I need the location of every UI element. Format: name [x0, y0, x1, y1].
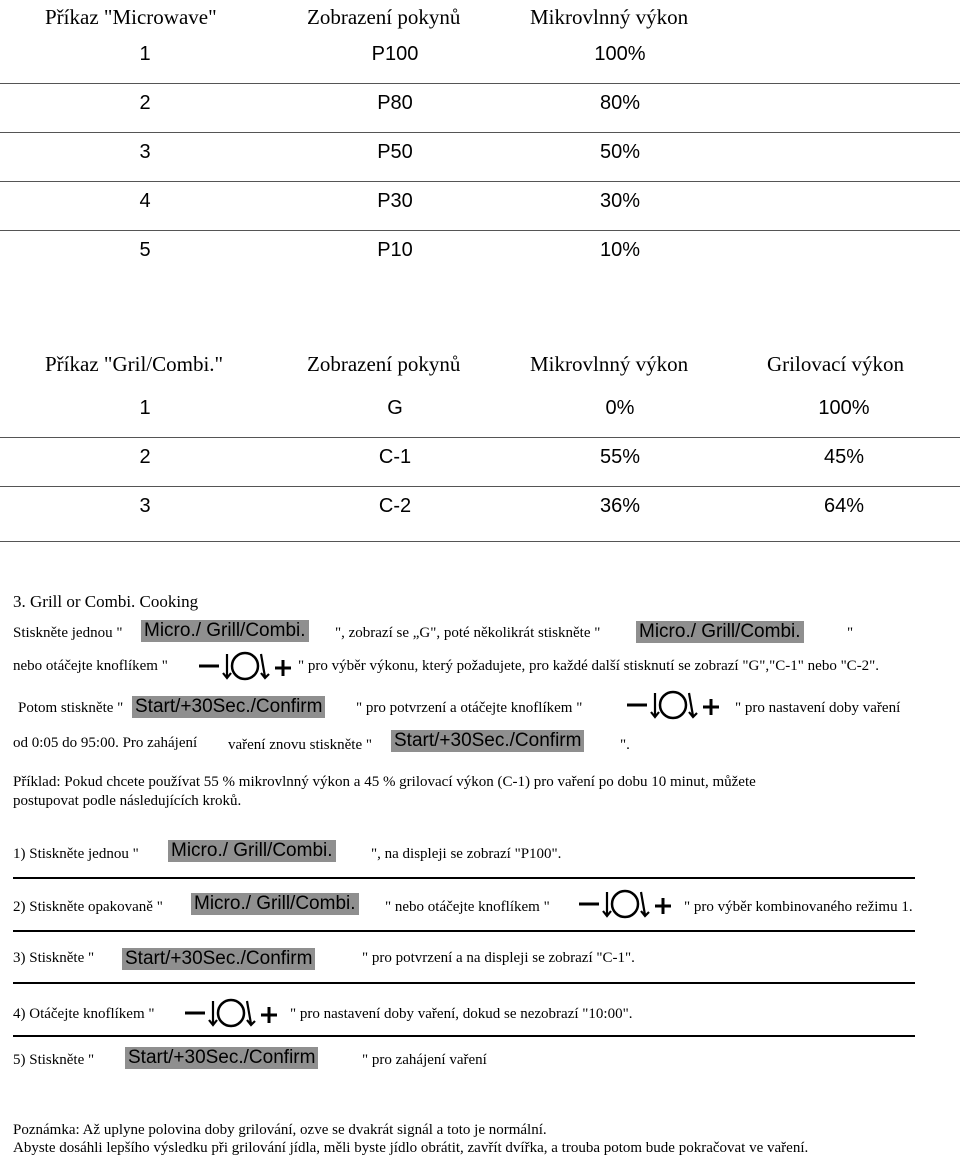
instruction-text: " pro nastavení doby vaření [735, 700, 901, 716]
instruction-text: Potom stiskněte " [18, 700, 124, 716]
step-5-text: 5) Stiskněte " [13, 1052, 95, 1068]
minus-knob-plus-icon [577, 887, 673, 921]
table1-cell: P50 [377, 141, 413, 163]
start-button-label: Start/+30Sec./Confirm [125, 1047, 318, 1069]
table2-cell: 3 [139, 495, 151, 517]
minus-knob-plus-icon [183, 996, 279, 1030]
instruction-text: " pro výběr výkonu, který požadujete, pro každé další stisknutí se zobrazí "G","C-1" nebo "C-2". [298, 658, 880, 674]
micro-grill-button-label: Micro./ Grill/Combi. [141, 620, 309, 642]
step-1-text: 1) Stiskněte jednou " [13, 846, 139, 862]
micro-grill-button-label: Micro./ Grill/Combi. [168, 840, 336, 862]
instruction-text: vaření znovu stiskněte " [228, 737, 373, 753]
table2-cell: G [387, 397, 403, 419]
table2-cell: 64% [823, 495, 865, 517]
step-2-text: " pro výběr kombinovaného režimu 1. [684, 899, 913, 915]
table2-header-display: Zobrazení pokynů [307, 352, 461, 376]
step-5-text: " pro zahájení vaření [362, 1052, 487, 1068]
table1-cell: 80% [599, 92, 641, 114]
example-intro: postupovat podle následujících kroků. [13, 793, 242, 809]
instruction-text: ", zobrazí se „G", poté několikrát stiskněte " [335, 625, 601, 641]
table2-cell: 100% [818, 397, 870, 419]
table1-cell: 4 [139, 190, 151, 212]
table1-header-power: Mikrovlnný výkon [530, 5, 689, 29]
table1-cell: 5 [139, 239, 151, 261]
table1-cell: 10% [599, 239, 641, 261]
start-button-label: Start/+30Sec./Confirm [391, 730, 584, 752]
example-intro: Příklad: Pokud chcete používat 55 % mikrovlnný výkon a 45 % grilovací výkon (C-1) pro vaření po dobu 10 minut, můžete [13, 774, 756, 790]
step-3-text: 3) Stiskněte " [13, 950, 95, 966]
table1-header-display: Zobrazení pokynů [307, 5, 461, 29]
table2-cell: C-2 [378, 495, 412, 517]
note-line: Abyste dosáhli lepšího výsledku při grilování jídla, měli byste jídlo obrátit, zavřít dvířka, a trouba potom bude pokračovat ve vaření. [13, 1140, 809, 1156]
table1-header-command: Příkaz "Microwave" [45, 5, 217, 29]
table1-cell: P30 [377, 190, 413, 212]
section-title: 3. Grill or Combi. Cooking [13, 592, 199, 611]
table1-cell: 2 [139, 92, 151, 114]
table1-cell: P10 [377, 239, 413, 261]
table2-cell: 2 [139, 446, 151, 468]
table1-cell: 30% [599, 190, 641, 212]
step-4-text: " pro nastavení doby vaření, dokud se nezobrazí "10:00". [290, 1006, 633, 1022]
table2-header-microwave: Mikrovlnný výkon [530, 352, 689, 376]
table2-cell: 36% [599, 495, 641, 517]
micro-grill-button-label: Micro./ Grill/Combi. [191, 893, 359, 915]
micro-grill-button-label: Micro./ Grill/Combi. [636, 621, 804, 643]
table1-cell: P100 [371, 43, 419, 65]
table1-cell: P80 [377, 92, 413, 114]
table1-cell: 3 [139, 141, 151, 163]
start-button-label: Start/+30Sec./Confirm [122, 948, 315, 970]
table2-header-grill: Grilovací výkon [767, 352, 905, 376]
instruction-text: " [847, 625, 854, 641]
start-button-label: Start/+30Sec./Confirm [132, 696, 325, 718]
table1-cell: 100% [594, 43, 646, 65]
note-line: Poznámka: Až uplyne polovina doby grilování, ozve se dvakrát signál a toto je normální. [13, 1122, 547, 1138]
table1-cell: 1 [139, 43, 151, 65]
instruction-text: nebo otáčejte knoflíkem " [13, 658, 168, 674]
step-3-text: " pro potvrzení a na displeji se zobrazí "C-1". [362, 950, 635, 966]
step-2-text: 2) Stiskněte opakovaně " [13, 899, 163, 915]
table2-cell: C-1 [378, 446, 412, 468]
instruction-text: ". [620, 737, 630, 753]
table2-cell: 45% [823, 446, 865, 468]
table2-header-command: Příkaz "Gril/Combi." [45, 352, 224, 376]
step-4-text: 4) Otáčejte knoflíkem " [13, 1006, 155, 1022]
instruction-text: od 0:05 do 95:00. Pro zahájení [13, 735, 198, 751]
table1-cell: 50% [599, 141, 641, 163]
step-1-text: ", na displeji se zobrazí "P100". [371, 846, 562, 862]
instruction-text: Stiskněte jednou " [13, 625, 123, 641]
table2-cell: 1 [139, 397, 151, 419]
table2-cell: 0% [605, 397, 635, 419]
step-2-text: " nebo otáčejte knoflíkem " [385, 899, 550, 915]
instruction-text: " pro potvrzení a otáčejte knoflíkem " [356, 700, 583, 716]
table2-cell: 55% [599, 446, 641, 468]
minus-knob-plus-icon [197, 649, 293, 683]
minus-knob-plus-icon [625, 688, 721, 722]
